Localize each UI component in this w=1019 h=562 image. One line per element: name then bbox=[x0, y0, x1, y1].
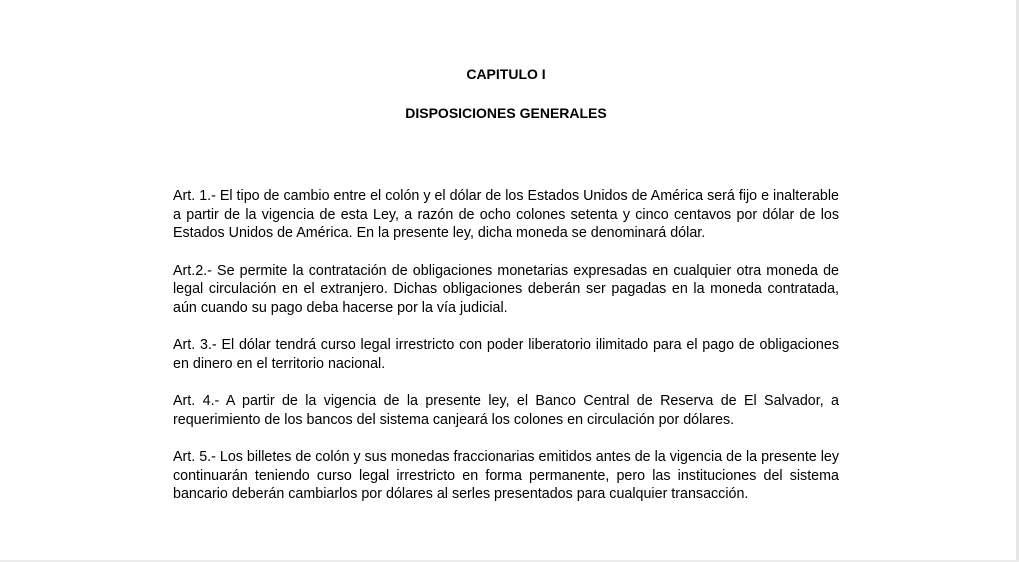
chapter-title: CAPITULO I bbox=[466, 66, 546, 82]
articles-body bbox=[173, 187, 839, 504]
article-2: Art.2.- Se permite la contratación de obligaciones monetarias expresadas en cualquier otra moneda de legal circulación en el extranjero. Dichas obligaciones deberán ser pagadas en la moneda contratada, aún cuando su pago deba hacerse por la vía judicial. bbox=[173, 262, 839, 316]
article-3: Art. 3.- El dólar tendrá curso legal irrestricto con poder liberatorio ilimitado para el pago de obligaciones en dinero en el territorio nacional. bbox=[173, 337, 839, 372]
section-title: DISPOSICIONES GENERALES bbox=[405, 105, 607, 121]
article-5: Art. 5.- Los billetes de colón y sus monedas fraccionarias emitidos antes de la vigencia de la presente ley continuarán teniendo curso legal irrestricto en forma permanente, pero las instituciones del sistema bancario deberán cambiarlos por dólares al serles presentados para cualquier transacción. bbox=[173, 449, 839, 502]
article-1: Art. 1.- El tipo de cambio entre el colón y el dólar de los Estados Unidos de América será fijo e inalterable a partir de la vigencia de esta Ley, a razón de ocho colones setenta y cinco centavos por dólar de los Estados Unidos de América. En la presente ley, dicha moneda se denominará dólar. bbox=[173, 188, 839, 241]
article-4: Art. 4.- A partir de la vigencia de la presente ley, el Banco Central de Reserva de El Salvador, a requerimiento de los bancos del sistema canjeará los colones en circulación por dólares. bbox=[173, 393, 839, 428]
